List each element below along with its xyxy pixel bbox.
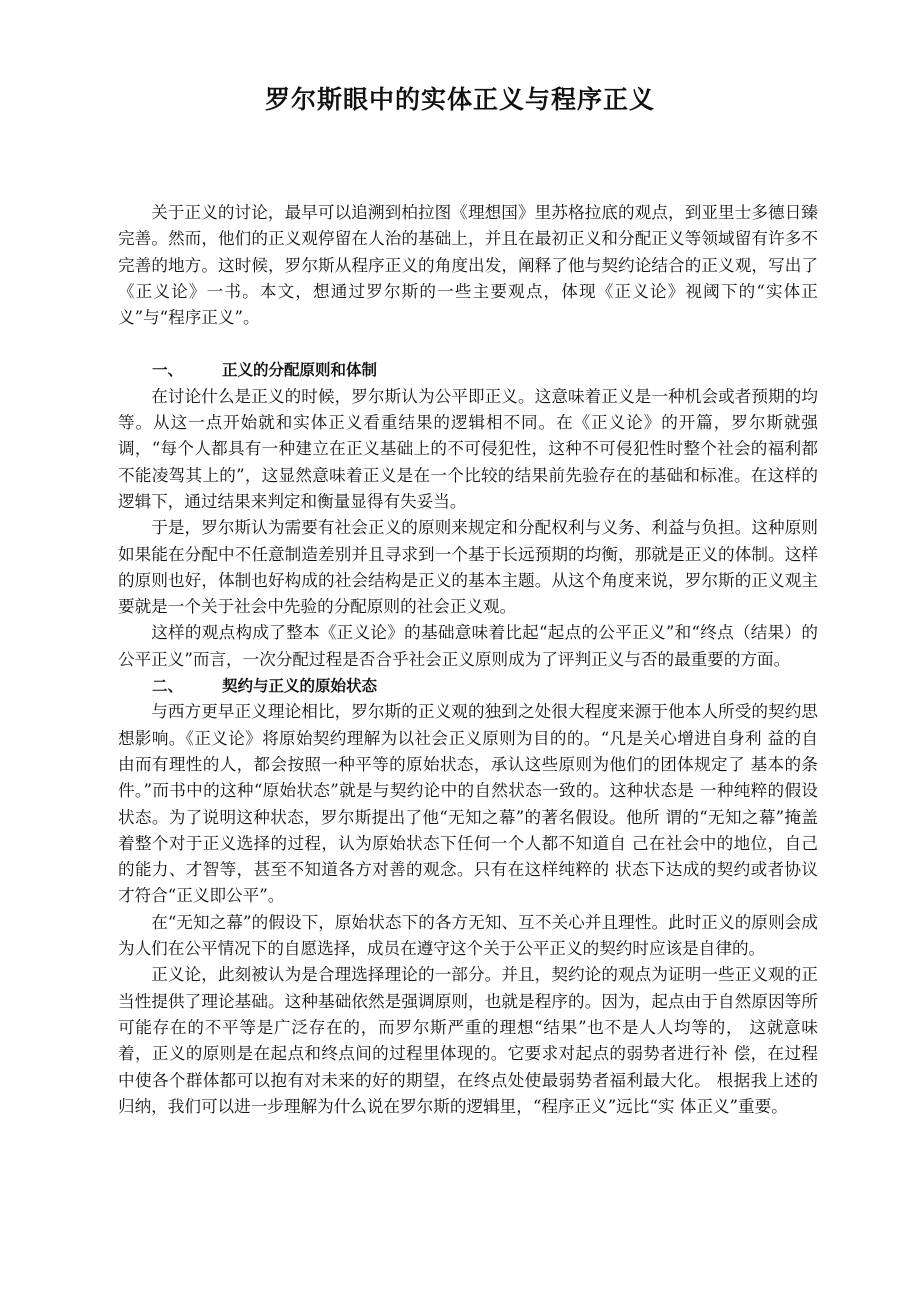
section-heading-text: 正义的分配原则和体制	[222, 361, 378, 380]
body-paragraph: 正义论，此刻被认为是合理选择理论的一部分。并且，契约论的观点为证明一些正义观的正当性提供了理论基础。这种基础依然是强调原则，也就是程序的。因为，起点由于自然原因等所可能存在的不平等是广泛存在的，而罗尔斯严重的理想“结果”也不是人人均等的， 这就意味着，正义的原则是在起点和终点间的过程里体现的。它要求对起点的弱势者进行补 偿，在过程中使各个群体都可以抱有对未来的好的期望，在终点处使最弱势者福利最大化。 根据我上述的归纳，我们可以进一步理解为什么说在罗尔斯的逻辑里，“程序正义”远比“实 体正义”重要。	[118, 965, 818, 1116]
section-heading-text: 契约与正义的原始状态	[222, 677, 378, 696]
section-number: 二、	[152, 677, 184, 696]
section-heading	[118, 357, 818, 383]
section-1	[118, 357, 818, 673]
body-paragraph: 这样的观点构成了整本《正义论》的基础意味着比起“起点的公平正义”和“终点（结果）的公平正义”而言，一次分配过程是否合乎社会正义原则成为了评判正义与否的最重要的方面。	[118, 623, 818, 669]
section-2	[118, 673, 818, 1120]
body-paragraph: 在讨论什么是正义的时候，罗尔斯认为公平即正义。这意味着正义是一种机会或者预期的均等。从这一点开始就和实体正义看重结果的逻辑相不同。在《正义论》的开篇，罗尔斯就强调，“每个人都具有一种建立在正义基础上的不可侵犯性，这种不可侵犯性时整个社会的福利都不能凌驾其上的”，这显然意味着正义是在一个比较的结果前先验存在的基础和标准。在这样的逻辑下，通过结果来判定和衡量显得有失妥当。	[118, 386, 818, 511]
document-title: 罗尔斯眼中的实体正义与程序正义	[264, 85, 655, 114]
intro-paragraph: 关于正义的讨论，最早可以追溯到柏拉图《理想国》里苏格拉底的观点，到亚里士多德日臻完善。然而，他们的正义观停留在人治的基础上，并且在最初正义和分配正义等领域留有许多不完善的地方。这时候，罗尔斯从程序正义的角度出发，阐释了他与契约论结合的正义观，写出了《正义论》一书。本文，想通过罗尔斯的一些主要观点，体现《正义论》视阈下的“实体正义”与“程序正义”。	[118, 203, 818, 328]
section-heading	[118, 673, 818, 699]
body-paragraph: 在“无知之幕”的假设下，原始状态下的各方无知、互不关心并且理性。此时正义的原则会成为人们在公平情况下的自愿选择，成员在遵守这个关于公平正义的契约时应该是自律的。	[118, 912, 818, 959]
body-paragraph: 于是，罗尔斯认为需要有社会正义的原则来规定和分配权利与义务、利益与负担。这种原则如果能在分配中不任意制造差别并且寻求到一个基于长远预期的均衡，那就是正义的体制。这样的原则也好，体制也好构成的社会结构是正义的基本主题。从这个角度来说，罗尔斯的正义观主要就是一个关于社会中先验的分配原则的社会正义观。	[118, 518, 818, 617]
body-paragraph: 与西方更早正义理论相比，罗尔斯的正义观的独到之处很大程度来源于他本人所受的契约思想影响。《正义论》将原始契约理解为以社会正义原则为目的的。“凡是关心增进自身利 益的自由而有理性的人，都会按照一种平等的原始状态，承认这些原则为他们的团体规定了 基本的条件。”而书中的这种“原始状态”就是与契约论中的自然状态一致的。这种状态是 一种纯粹的假设状态。为了说明这种状态，罗尔斯提出了他“无知之幕”的著名假设。他所 谓的“无知之幕”掩盖着整个对于正义选择的过程，认为原始状态下任何一个人都不知道自 己在社会中的地位，自己的能力、才智等，甚至不知道各方对善的观念。只有在这样纯粹的 状态下达成的契约或者协议才符合“正义即公平”。	[118, 702, 818, 906]
document-body	[118, 200, 818, 1120]
section-number: 一、	[152, 361, 184, 380]
